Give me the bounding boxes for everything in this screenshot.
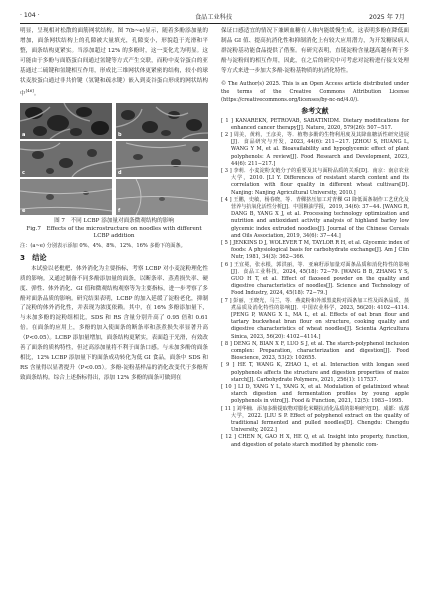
reference-item: [ 1 ] KANAREKN, PETROVAB, SABATINIDM. Dietary modifications for enhanced cancer therapy[J]. Nature, 2020, 579(26): 507−517. <box>221 117 409 131</box>
panel-label: d <box>118 170 122 177</box>
reference-item: [ 9 ] HE T, WANG K, ZHAO L, et al. Interaction with longan seed polyphenols affects the structure and digestion properties of maize starch[J]. Carbohydrate Polymers, 2021, 256(1): 117537. <box>221 362 409 383</box>
micrograph-panel-f <box>116 179 208 215</box>
reference-item: [ 12 ] CHEN N, GAO H X, HE Q, et al. Insight into property, function, and digestion of potato starch modified by phenolic com- <box>221 434 409 448</box>
figure-caption-cn: 图 7 不同 LCBP 添加量对面条微观结构的影响 <box>54 218 174 225</box>
reference-item: [ 10 ] LI D, YANG Y L, YANG X, et al. Modulation of gelatinized wheat starch digestion and fermentation profiles by young apple polyphenols in vitro[J]. Food & Function, 2021, 12(5): 1983−1995. <box>221 384 409 405</box>
micrograph-panel-b <box>116 103 208 139</box>
panel-label: a <box>22 132 26 139</box>
issue-date: 2025 年 7月 <box>369 14 405 21</box>
figure-7 <box>20 103 208 215</box>
panel-label: c <box>22 170 25 177</box>
reference-item: [ 5 ] JENKINS D J, WOLEVER T M, TAYLOR R H, et al. Glycemic index of foods: A physiological basis for carbohydrate exchange[J]. Am J Clin Nutr, 1981, 34(3): 362−366. <box>221 239 409 261</box>
page-number: · 104 · <box>20 12 40 19</box>
micrograph-panel-e <box>20 179 112 215</box>
figure-caption-en-line2: LCBP addition <box>93 233 135 240</box>
micrograph-panel-d <box>116 141 208 177</box>
section-title-conclusion: 3 结论 <box>20 252 47 262</box>
left-column <box>20 27 208 384</box>
panel-label: f <box>118 208 121 215</box>
body-paragraph: 明显，呈现相对松散的面筋网状结构。图 7(b~e)显示，随着多酚添加量的增加，面条网状结构上的孔隙被大量填充，孔隙变小，形貌趋于光滑和平整，面条结构更紧实。当添加超过 12% 的多酚时，这一变化尤为明显。这可能由于多酚与面筋蛋白间通过氢键等方式产生交联，而粉中麦谷蛋白的亚基通过二硫键和氢键相互作用，形成比三维网状体更紧密的结构，较小的球状麦胶蛋白通过非共价键（氢键和疏水键）嵌入到麦谷蛋白形成的网状结构中[46]。 <box>20 28 208 98</box>
micrograph-panel-c <box>20 141 112 177</box>
micrograph-panel-a <box>20 103 112 139</box>
license-statement: © The Author(s) 2025. This is an Open Access article distributed under the terms of the Creative Commons Attribution License (https://creativecommons.org/licenses/by-nc-nd/4.0/). <box>221 80 409 103</box>
references-heading: 参考文献 <box>301 106 329 115</box>
journal-name: 食品工业科技 <box>194 14 233 21</box>
reference-item: [ 7 ] 彭丽，王晓光，马兰，等．燕麦粉和外部黑麦粉对面条加工性及面条品质、蒸煮品质及消化特性的影响[J]．中国农业科学，2023, 56(20): 4102−4114. [PENG P, WANG X L, MA L, et al. Effects of oat bran flour and tartary buckwheat bran flour on structure, cooking quality and digestive characteristics of wheat noodles[J]. Scientia Agricultura Sinica, 2023, 56(20): 4102−4114.] <box>221 297 409 340</box>
body-paragraph: 本试验以老枇杷、体外消化为主要指标，考察 LCBP 对小麦淀粉理化性质的影响。又通过制备不同多酚添加量的面条，以断条率、蒸煮损失率、硬度、弹性、体外消化、GI 值和微观结构观察等为主要指标，进一步考察了多酚对面条品质的影响。研究结果表明，LCBP 的加入延缓了淀粉老化，抑制了淀粉的体外消化性，并表现为浓度依赖。其中，在 16% 多酚添加量下，与未加多酚的淀粉组相比，SDS 和 RS 含量分别升高了 0.95 倍和 0.61 倍。在面条的应用上，多酚的加入使面条的断条率和蒸煮损失率显著升高（P<0.05）。LCBP 添加量增加，面条结构更紧实，表面趋于光滑，有效改善了面条的质构特性，但过高添加量将不利于面条口感。与未加多酚的面条相比，12% LCBP 添加量下的面条成功转化为低 GI 食品，面条中 SDS 和 RS 含量得以显著提升（P<0.05）。多酚-淀粉基样品的消化改变代于多酚所致面条结构。综合上述指标得出，添加 12% 多酚的面条可做到在 <box>20 265 208 381</box>
reference-item: [ 2 ] 周美，黄莉，王彦美，等．植物多酚的生物利用度及其降血糖活性研究进展[J]．食品研究与开发，2023, 44(6): 211−217. [ZHOU S, HUANG L, WANG Y M, et al. Bioavailability and hypoglycemic effect of plant polyphenols: A review[J]. Food Research and Development, 2023, 44(6): 211−217.] <box>221 131 409 167</box>
body-paragraph: 保证口感适宜的情况下兼顾血糖在人体内能缓慢生成。这表明多酚在降低面制品 GI 值、提高抗消化性和抑制消化上有较大应用潜力，为开发糖尿病人群淀粉基功能食品提供了借鉴。有研究表明，直链淀粉含量越高越有利于多酚与淀粉间的相互作用，因此，在之后的研究中可考虑对淀粉进行接支处理等方式来进一步加大多酚-淀粉基物质的抗消化特性。 <box>221 28 409 74</box>
reference-item: [ 4 ] 王鹏，史敏，杨春晓，等．青稞挤压加工对青稞 GI 降低面条制作工艺优化及营养与抗氧化活性分析[J]．中国粮油学报，2019, 34(6): 37−44. [WANG R, DANG B, YANG X J, et al. Processing technology optimization and nutrition and antioxidant activity analysis of highland barley low glycemic index extruded noodles[J]. Journal of the Chinese Cereals and Oils Association, 2019, 34(6): 37−44.] <box>221 196 409 239</box>
figure-note: 注：(a~e) 分别表示添加 0%、4%、8%、12%、16% 多酚下的面条。 <box>20 242 186 249</box>
running-header <box>0 11 427 23</box>
figure-caption-en-line1: Fig.7 Effects of the microstructure on noodles with different <box>26 225 202 232</box>
panel-label: b <box>118 132 122 139</box>
header-rule <box>20 23 407 24</box>
right-column <box>221 27 409 449</box>
reference-item: [ 3 ] 李莉．小麦淀粉支链分子的重要及其与面粉品质的关系[D]．南京：南京农业大学，2010. [LI Y. Differences of resistant starch content and its correlation with flour quality in different wheat cultivars[D]. Nanjing: Nanjing Agricultural University, 2010.] <box>221 167 409 196</box>
reference-list <box>221 118 409 449</box>
citation[interactable]: [46] <box>25 88 34 94</box>
panel-label: e <box>22 208 26 215</box>
reference-item: [ 11 ] 刘华楠．添加多酚提取物对膨化米糊抗消化品质的影响研究[D]．成都：成都大学，2022. [LIU S P. Effect of polyphenol extract on the quality of traditional fermented and pulled noodles[D]. Chengdu: Chengdu University, 2022.] <box>221 405 409 434</box>
reference-item: [ 6 ] 王宜冕，张水根，郭洪丽，等．亚麻籽添加量对面条品质和消化特性的影响[J]．食品工业科技，2024, 45(18): 72−79. [WANG B B, ZHANG Y S, GUO H T, et al. Effect of flaxseed powder on the quality and digestive characteristics of noodles[J]. Science and Technology of Food Industry, 2024, 45(18): 72−79.] <box>221 261 409 297</box>
reference-item: [ 8 ] DENG N, BIAN X F, LUO S J, et al. The starch-polyphenol inclusion complex: Preparation, characterization and digestion[J]. Food Bioscience, 2023, 53(2): 102655. <box>221 340 409 362</box>
